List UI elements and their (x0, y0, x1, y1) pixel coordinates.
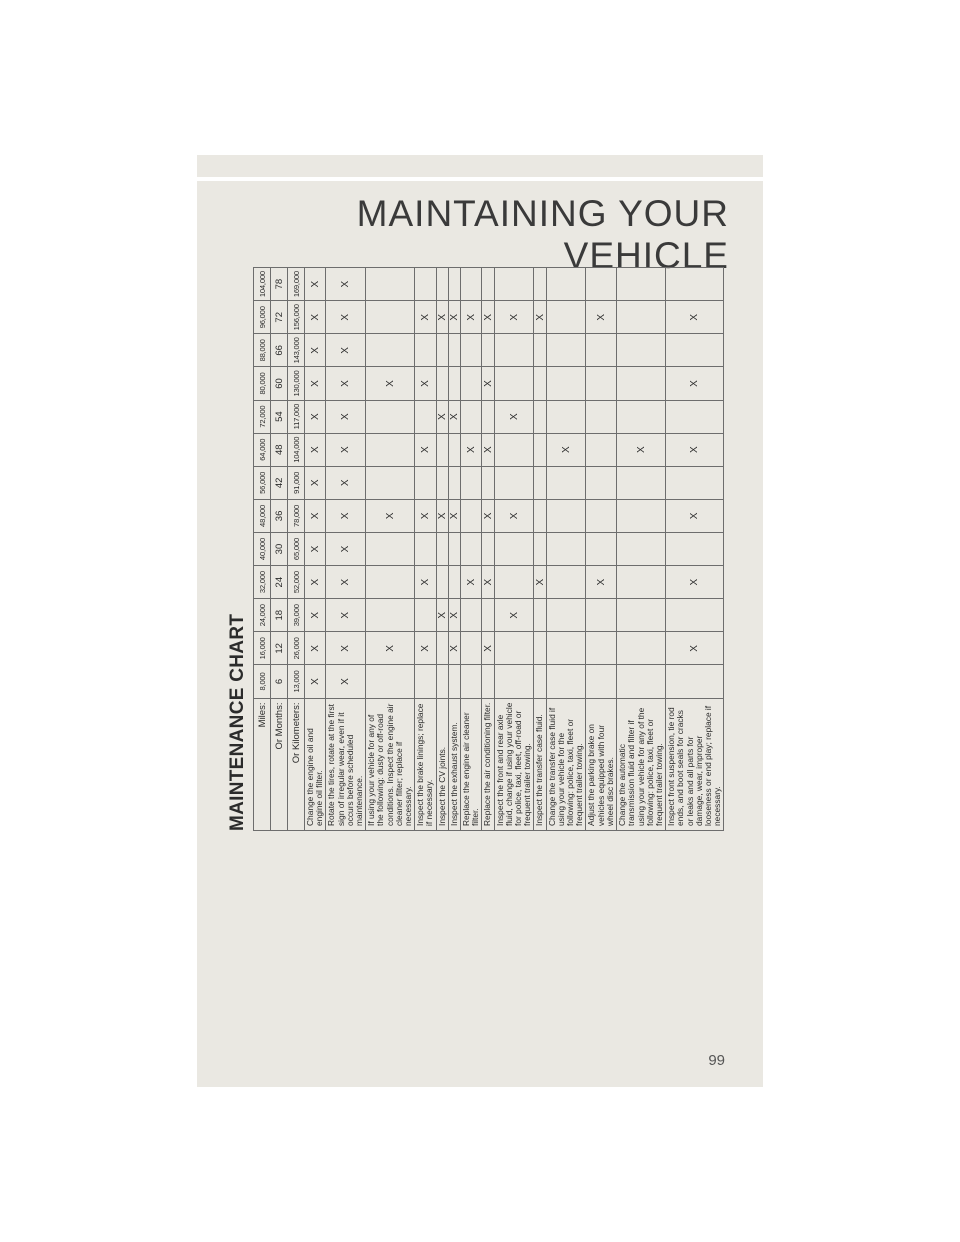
service-mark (666, 334, 724, 367)
service-row (366, 268, 415, 831)
service-mark (448, 268, 460, 301)
service-mark (366, 400, 415, 433)
service-mark (366, 466, 415, 499)
service-label: Rotate the tires, rotate at the first sign of irregular wear, even if it occurs before scheduled maintenance. (326, 698, 366, 830)
service-mark (461, 334, 482, 367)
service-row (448, 268, 460, 831)
service-mark (448, 566, 460, 599)
service-mark (546, 599, 586, 632)
service-row (482, 268, 494, 831)
section-title: MAINTAINING YOUR VEHICLE (356, 193, 729, 276)
service-mark: X (448, 400, 460, 433)
service-label: Adjust the parking brake on vehicles equipped with four wheel disc brakes. (586, 698, 617, 830)
service-mark (534, 400, 546, 433)
miles-row-cell: 80,000 (254, 367, 271, 400)
service-mark (436, 466, 448, 499)
service-mark: X (436, 599, 448, 632)
service-mark (534, 632, 546, 665)
service-mark (494, 566, 534, 599)
months-row-cell: 30 (271, 532, 288, 565)
miles-row-cell: 32,000 (254, 566, 271, 599)
service-mark (461, 466, 482, 499)
service-mark (494, 433, 534, 466)
service-mark (494, 632, 534, 665)
service-mark (461, 532, 482, 565)
miles-row-cell: 88,000 (254, 334, 271, 367)
service-row (494, 268, 534, 831)
service-mark (666, 532, 724, 565)
miles-row-cell: 64,000 (254, 433, 271, 466)
service-mark: X (586, 566, 617, 599)
service-mark: X (326, 599, 366, 632)
service-mark (461, 268, 482, 301)
service-mark: X (305, 532, 326, 565)
kilometers-row-cell: 117,000 (288, 400, 305, 433)
service-mark (461, 400, 482, 433)
service-mark (448, 532, 460, 565)
service-mark: X (326, 466, 366, 499)
service-mark (534, 499, 546, 532)
service-mark: X (415, 301, 436, 334)
months-row-cell: 42 (271, 466, 288, 499)
service-mark (482, 599, 494, 632)
service-mark (448, 433, 460, 466)
service-mark: X (448, 301, 460, 334)
service-mark (482, 532, 494, 565)
service-mark (617, 367, 666, 400)
service-label: Inspect front suspension, tie rod ends, and boot seals for cracks or leaks and all parts for damage, wear, improper looseness or end play; replace if necessary. (666, 698, 724, 830)
service-label: Inspect the front and rear axle fluid, change if using your vehicle for police, taxi, fleet, off-road or frequent trailer towing. (494, 698, 534, 830)
service-mark (448, 466, 460, 499)
kilometers-row-cell: 130,000 (288, 367, 305, 400)
service-mark: X (305, 334, 326, 367)
miles-row-cell: 8,000 (254, 665, 271, 698)
service-mark (482, 268, 494, 301)
service-mark (436, 632, 448, 665)
service-mark (448, 334, 460, 367)
months-row-cell: 24 (271, 566, 288, 599)
months-row (271, 268, 288, 831)
months-row-cell: 78 (271, 268, 288, 301)
service-label: Change the automatic transmission fluid and filter if using your vehicle for any of the following: police, taxi, fleet or frequent trailer towing. (617, 698, 666, 830)
service-mark (494, 334, 534, 367)
service-mark (366, 532, 415, 565)
service-mark (494, 367, 534, 400)
service-mark (586, 665, 617, 698)
service-mark (494, 665, 534, 698)
service-mark (436, 367, 448, 400)
manual-page (197, 155, 763, 1087)
service-mark (366, 665, 415, 698)
service-mark: X (482, 566, 494, 599)
kilometers-row-cell: 169,000 (288, 268, 305, 301)
service-mark (586, 367, 617, 400)
service-mark (546, 499, 586, 532)
chart-area (225, 267, 761, 831)
service-mark (482, 466, 494, 499)
service-label: Change the engine oil and engine oil filter. (305, 698, 326, 830)
service-mark: X (415, 367, 436, 400)
service-mark (617, 334, 666, 367)
miles-row-cell: 72,000 (254, 400, 271, 433)
service-row (461, 268, 482, 831)
months-row-cell: 54 (271, 400, 288, 433)
service-mark: X (326, 665, 366, 698)
service-mark: X (448, 599, 460, 632)
service-mark (494, 268, 534, 301)
service-mark (586, 632, 617, 665)
service-mark (586, 499, 617, 532)
service-mark (617, 400, 666, 433)
service-mark (366, 599, 415, 632)
service-mark: X (366, 367, 415, 400)
service-mark (436, 566, 448, 599)
service-mark: X (482, 367, 494, 400)
service-mark: X (305, 632, 326, 665)
service-mark (546, 532, 586, 565)
maintenance-table (253, 267, 724, 831)
service-mark: X (436, 301, 448, 334)
service-mark (534, 466, 546, 499)
kilometers-row-cell: 52,000 (288, 566, 305, 599)
kilometers-row-cell: 39,000 (288, 599, 305, 632)
service-mark (546, 367, 586, 400)
service-mark: X (305, 599, 326, 632)
service-label: If using your vehicle for any of the following: dusty or off-road conditions. Inspect the engine air cleaner filter; replace if necessary. (366, 698, 415, 830)
service-mark (666, 665, 724, 698)
service-mark (534, 367, 546, 400)
service-mark: X (415, 566, 436, 599)
service-mark (461, 632, 482, 665)
service-mark: X (494, 499, 534, 532)
service-mark (366, 301, 415, 334)
service-mark (415, 334, 436, 367)
service-mark (534, 268, 546, 301)
service-mark: X (666, 367, 724, 400)
service-mark: X (305, 268, 326, 301)
service-mark (415, 599, 436, 632)
service-mark: X (448, 499, 460, 532)
service-mark (666, 599, 724, 632)
service-mark (617, 301, 666, 334)
months-row-cell: 72 (271, 301, 288, 334)
kilometers-row-cell: 91,000 (288, 466, 305, 499)
service-mark (586, 532, 617, 565)
page-number: 99 (708, 1052, 725, 1069)
service-mark: X (326, 566, 366, 599)
service-mark: X (666, 499, 724, 532)
service-mark (534, 433, 546, 466)
service-mark (546, 301, 586, 334)
service-label: Replace the air conditioning filter. (482, 698, 494, 830)
service-mark: X (448, 632, 460, 665)
service-mark (546, 334, 586, 367)
service-mark (586, 400, 617, 433)
service-mark: X (617, 433, 666, 466)
service-mark: X (436, 499, 448, 532)
kilometers-row-cell: 104,000 (288, 433, 305, 466)
service-mark: X (415, 632, 436, 665)
miles-row-cell: 104,000 (254, 268, 271, 301)
service-label: Change the transfer case fluid if using your vehicle for the following: police, taxi, fleet or frequent trailer towing. (546, 698, 586, 830)
service-mark (436, 665, 448, 698)
service-mark (415, 400, 436, 433)
service-mark: X (366, 499, 415, 532)
service-mark (482, 400, 494, 433)
service-label: Inspect the brake linings; replace if necessary. (415, 698, 436, 830)
service-mark: X (326, 632, 366, 665)
service-mark: X (494, 400, 534, 433)
service-mark (415, 532, 436, 565)
service-mark (461, 367, 482, 400)
miles-row-cell: 16,000 (254, 632, 271, 665)
kilometers-row-cell: 26,000 (288, 632, 305, 665)
service-mark (617, 599, 666, 632)
service-mark (448, 665, 460, 698)
service-mark: X (666, 632, 724, 665)
service-mark (461, 499, 482, 532)
service-mark (366, 268, 415, 301)
service-mark (482, 665, 494, 698)
miles-row-cell: 48,000 (254, 499, 271, 532)
service-mark (494, 466, 534, 499)
service-mark: X (494, 301, 534, 334)
kilometers-row (288, 268, 305, 831)
service-mark: X (305, 566, 326, 599)
service-mark (546, 566, 586, 599)
kilometers-row-cell: 143,000 (288, 334, 305, 367)
service-mark: X (305, 466, 326, 499)
service-label: Inspect the CV joints. (436, 698, 448, 830)
service-mark (436, 532, 448, 565)
kilometers-row-label: Or Kilometers: (288, 698, 305, 830)
months-row-cell: 6 (271, 665, 288, 698)
service-mark (436, 433, 448, 466)
service-mark: X (326, 367, 366, 400)
service-mark (366, 566, 415, 599)
service-mark: X (534, 566, 546, 599)
service-mark (534, 334, 546, 367)
service-mark: X (482, 433, 494, 466)
service-mark: X (305, 499, 326, 532)
service-mark: X (482, 632, 494, 665)
service-mark (436, 268, 448, 301)
service-row (666, 268, 724, 831)
service-mark: X (326, 433, 366, 466)
months-row-cell: 18 (271, 599, 288, 632)
service-mark (666, 400, 724, 433)
months-row-label: Or Months: (271, 698, 288, 830)
service-mark (586, 268, 617, 301)
service-mark: X (666, 301, 724, 334)
service-mark: X (326, 532, 366, 565)
service-mark (415, 466, 436, 499)
service-mark: X (534, 301, 546, 334)
service-mark (546, 268, 586, 301)
service-mark: X (494, 599, 534, 632)
service-mark: X (436, 400, 448, 433)
service-mark (448, 367, 460, 400)
service-mark (534, 532, 546, 565)
service-mark (494, 532, 534, 565)
months-row-cell: 66 (271, 334, 288, 367)
header-rule (197, 177, 763, 181)
service-mark (617, 499, 666, 532)
service-label: Replace the engine air cleaner filter. (461, 698, 482, 830)
service-row (415, 268, 436, 831)
service-mark (415, 665, 436, 698)
service-mark (415, 268, 436, 301)
service-mark: X (482, 499, 494, 532)
service-row (305, 268, 326, 831)
service-mark: X (482, 301, 494, 334)
service-mark: X (366, 632, 415, 665)
service-label: Inspect the transfer case fluid. (534, 698, 546, 830)
service-mark: X (461, 566, 482, 599)
service-mark: X (546, 433, 586, 466)
service-mark: X (305, 400, 326, 433)
service-mark (436, 334, 448, 367)
service-mark: X (326, 301, 366, 334)
service-mark (617, 566, 666, 599)
service-mark (546, 400, 586, 433)
service-mark: X (305, 367, 326, 400)
months-row-cell: 60 (271, 367, 288, 400)
service-mark (586, 466, 617, 499)
service-mark: X (305, 433, 326, 466)
service-row (534, 268, 546, 831)
service-row (617, 268, 666, 831)
kilometers-row-cell: 65,000 (288, 532, 305, 565)
service-row (586, 268, 617, 831)
service-mark: X (666, 433, 724, 466)
service-mark (617, 665, 666, 698)
service-mark: X (586, 301, 617, 334)
months-row-cell: 36 (271, 499, 288, 532)
service-row (436, 268, 448, 831)
service-mark: X (461, 433, 482, 466)
service-mark (366, 433, 415, 466)
service-mark (534, 665, 546, 698)
service-mark (366, 334, 415, 367)
service-mark: X (666, 566, 724, 599)
service-mark: X (326, 334, 366, 367)
service-mark (586, 599, 617, 632)
service-mark: X (461, 301, 482, 334)
months-row-cell: 48 (271, 433, 288, 466)
service-mark (586, 433, 617, 466)
service-row (326, 268, 366, 831)
miles-row-cell: 96,000 (254, 301, 271, 334)
service-mark: X (326, 268, 366, 301)
service-mark (617, 466, 666, 499)
miles-row-cell: 56,000 (254, 466, 271, 499)
service-mark: X (415, 499, 436, 532)
service-mark (461, 665, 482, 698)
service-mark: X (305, 301, 326, 334)
chart-title: MAINTENANCE CHART (227, 613, 248, 831)
service-mark (546, 632, 586, 665)
service-label: Inspect the exhaust system. (448, 698, 460, 830)
service-mark (546, 466, 586, 499)
miles-row-label: Miles: (254, 698, 271, 830)
months-row-cell: 12 (271, 632, 288, 665)
service-mark: X (326, 400, 366, 433)
kilometers-row-cell: 156,000 (288, 301, 305, 334)
rotated-chart (225, 267, 761, 831)
kilometers-row-cell: 78,000 (288, 499, 305, 532)
service-mark (546, 665, 586, 698)
service-mark: X (415, 433, 436, 466)
service-mark (586, 334, 617, 367)
service-mark (461, 599, 482, 632)
service-mark (482, 334, 494, 367)
service-mark (617, 532, 666, 565)
service-mark: X (305, 665, 326, 698)
service-mark (666, 466, 724, 499)
service-row (546, 268, 586, 831)
miles-row-cell: 24,000 (254, 599, 271, 632)
miles-row (254, 268, 271, 831)
service-mark (617, 268, 666, 301)
kilometers-row-cell: 13,000 (288, 665, 305, 698)
service-mark (617, 632, 666, 665)
service-mark (666, 268, 724, 301)
service-mark (534, 599, 546, 632)
miles-row-cell: 40,000 (254, 532, 271, 565)
service-mark: X (326, 499, 366, 532)
